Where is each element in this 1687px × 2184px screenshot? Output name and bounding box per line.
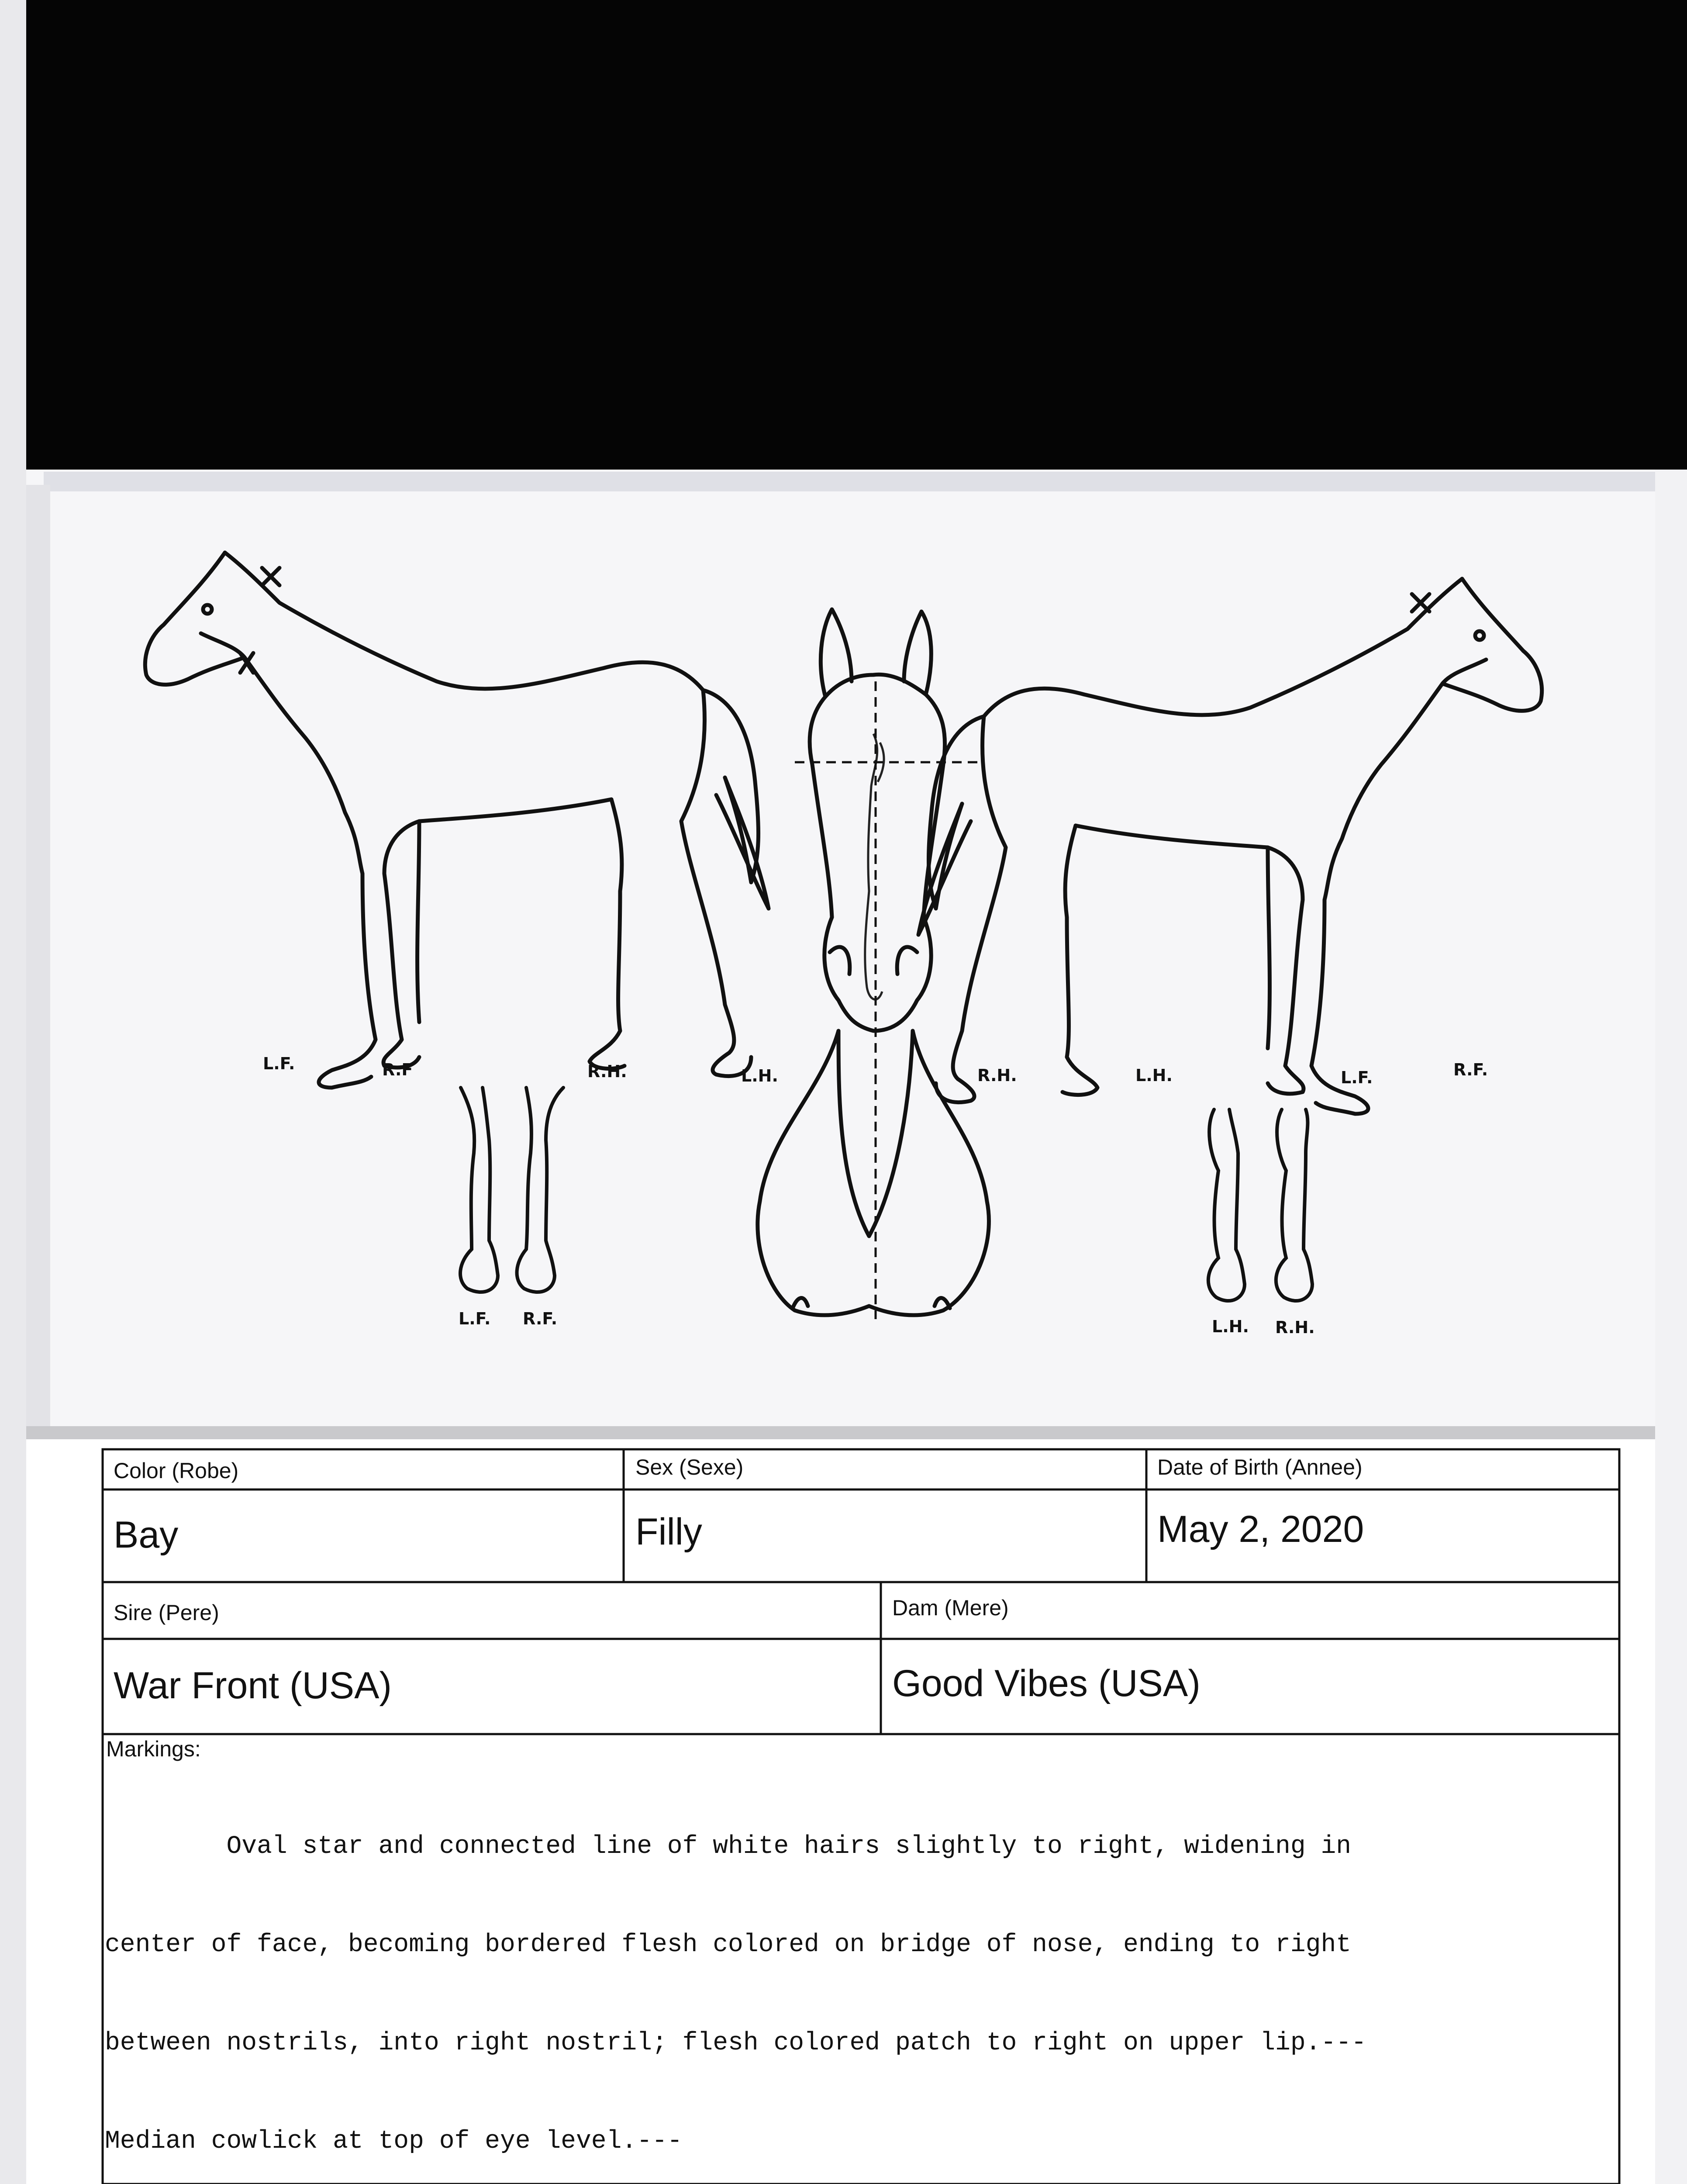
label-front-legs-lf: L.F. — [459, 1309, 491, 1328]
label-right-horse-lf: L.F. — [1341, 1068, 1373, 1087]
left-edge-strip — [0, 0, 26, 2184]
markings-text — [105, 1765, 1607, 2184]
markings-line: center of face, becoming bordered flesh colored on bridge of nose, ending to right — [105, 1931, 1352, 1959]
form-sheet-shadow — [26, 1426, 1655, 1439]
right-edge-strip — [1655, 470, 1687, 2184]
sheet-left-edge — [26, 485, 50, 1437]
scanner-background — [0, 0, 1687, 470]
markings-line: Oval star and connected line of white hairs slightly to right, widening in — [105, 1832, 1352, 1861]
sheet-top-edge — [44, 472, 1655, 491]
dob-value: May 2, 2020 — [1157, 1508, 1364, 1550]
label-hind-legs-lh: L.H. — [1212, 1317, 1249, 1336]
color-label: Color (Robe) — [114, 1458, 239, 1483]
sire-value: War Front (USA) — [114, 1665, 392, 1707]
sex-value: Filly — [635, 1511, 702, 1553]
markings-line: Median cowlick at top of eye level.--- — [105, 2127, 683, 2156]
label-left-horse-lf: L.F. — [263, 1054, 295, 1073]
sex-label: Sex (Sexe) — [635, 1455, 744, 1479]
label-right-horse-rf: R.F. — [1453, 1060, 1488, 1079]
label-left-horse-rh: R.H. — [587, 1062, 627, 1081]
label-right-horse-rh: R.H. — [977, 1066, 1017, 1085]
sire-label: Sire (Pere) — [114, 1600, 219, 1625]
dam-label: Dam (Mere) — [892, 1596, 1009, 1620]
dob-label: Date of Birth (Annee) — [1157, 1455, 1363, 1479]
color-value: Bay — [114, 1514, 179, 1556]
diagram-sheet — [26, 470, 1655, 1437]
label-hind-legs-rh: R.H. — [1275, 1318, 1315, 1337]
label-left-horse-rf: R.F — [382, 1060, 413, 1079]
dam-value: Good Vibes (USA) — [892, 1662, 1201, 1704]
markings-label: Markings: — [106, 1737, 201, 1761]
label-right-horse-lh: L.H. — [1135, 1066, 1173, 1085]
label-left-horse-lh: L.H. — [741, 1066, 778, 1085]
label-front-legs-rf: R.F. — [523, 1309, 558, 1328]
markings-line: between nostrils, into right nostril; flesh colored patch to right on upper lip.--- — [105, 2029, 1366, 2057]
